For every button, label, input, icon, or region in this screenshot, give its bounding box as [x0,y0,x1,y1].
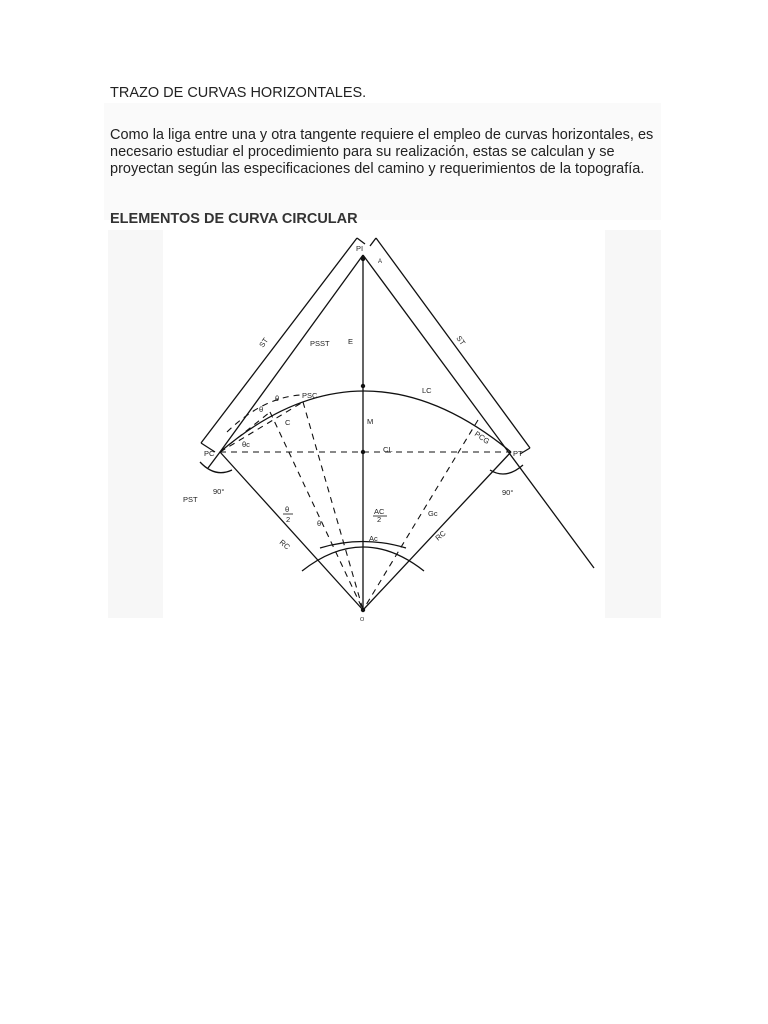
label-pt: PT [513,449,523,458]
label-cl: CL [383,445,393,454]
label-c: C [285,418,291,427]
label-theta-small: θ [317,519,322,528]
diagram-canvas [163,230,605,618]
label-theta-top: θ [275,394,280,403]
label-gc: Gc [428,509,438,518]
intro-paragraph: Como la liga entre una y otra tangente requiere el empleo de curvas horizontales, es necesario estudiar el procedimiento para su realización, estas se calculan y se proyectan según las especificaciones del camino y requerimientos de la topografía. [110,127,654,177]
label-90-left: 90° [213,487,225,496]
label-theta-half-den: 2 [286,515,291,524]
label-psc: PSC [302,391,318,400]
label-rc-left: RC [277,537,292,552]
label-m: M [367,417,374,426]
page-title: TRAZO DE CURVAS HORIZONTALES. [110,85,367,101]
label-st-left: ST [257,336,271,350]
label-theta-half-num: θ [285,505,290,514]
label-pi: PI [356,244,364,253]
label-ac: Ac [369,534,378,543]
label-o: O [360,617,365,623]
label-ac-half-den: 2 [377,515,382,524]
label-pcg: PCG [472,429,492,446]
label-e: E [348,337,354,346]
label-psst: PSST [310,339,330,348]
label-theta-mid: θ [259,405,264,414]
label-st-right: ST [454,333,468,348]
section-heading: ELEMENTOS DE CURVA CIRCULAR [110,211,358,227]
label-pst: PST [183,495,198,504]
label-pc: PC [204,449,215,458]
label-beta-c: θc [242,440,250,449]
label-ac-half-num: AC [374,507,385,516]
label-a: A [378,259,383,265]
label-rc-right: RC [433,528,448,543]
label-90-right: 90° [502,488,514,497]
label-lc: LC [422,386,432,395]
